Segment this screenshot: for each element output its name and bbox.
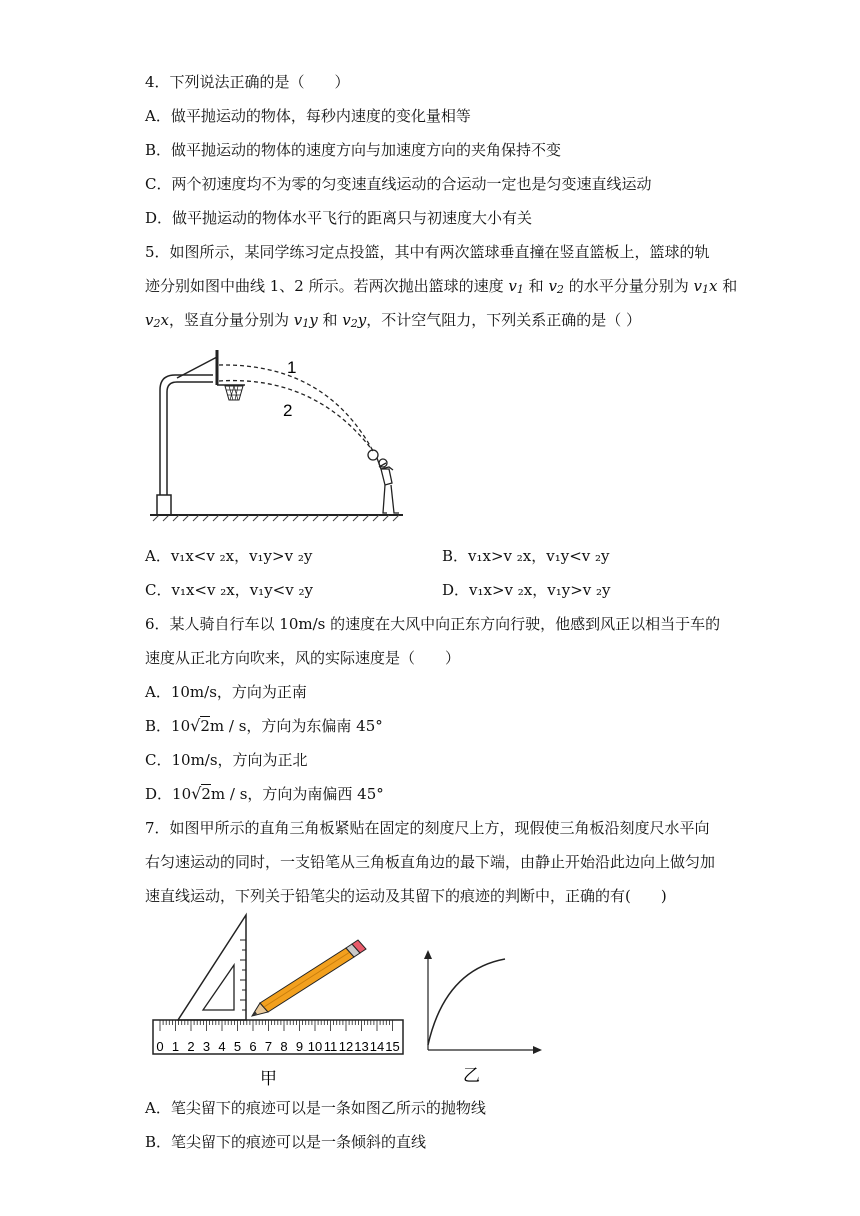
ruler-tick-label: 13 [354, 1039, 369, 1054]
ruler-tick-label: 11 [323, 1039, 338, 1054]
ruler-tick-label: 4 [218, 1039, 226, 1054]
ruler-tick-label: 2 [187, 1039, 195, 1054]
q6-option-d: D．10√2m / s，方向为南偏西 45° [145, 784, 384, 803]
fig-yi-label: 乙 [463, 1066, 480, 1085]
ruler-tick-label: 15 [385, 1039, 400, 1054]
ruler-tick-label: 0 [156, 1039, 164, 1054]
q5-line2: 迹分别如图中曲线 1、2 所示。若两次抛出篮球的速度 v1 和 v2 的水平分量分别为 v1x 和 [145, 277, 738, 296]
q5-option-a: A．v₁x<v ₂x，v₁y>v ₂y [145, 547, 313, 565]
q5-option-b: B．v₁x>v ₂x，v₁y<v ₂y [442, 547, 610, 565]
q4-option-a: A．做平抛运动的物体，每秒内速度的变化量相等 [145, 107, 471, 125]
q4-option-b: B．做平抛运动的物体的速度方向与加速度方向的夹角保持不变 [145, 141, 562, 159]
ruler-tick-label: 7 [264, 1039, 273, 1054]
fig-jia-label: 甲 [260, 1069, 277, 1088]
ruler-tick-label: 14 [369, 1039, 385, 1054]
q7-line1: 7．如图甲所示的直角三角板紧贴在固定的刻度尺上方，现假使三角板沿刻度尺水平向 [145, 819, 710, 837]
q5-line1: 5．如图所示，某同学练习定点投篮，其中有两次篮球垂直撞在竖直篮板上，篮球的轨 [145, 243, 710, 261]
q7-line2: 右匀速运动的同时，一支铅笔从三角板直角边的最下端，由静止开始沿此边向上做匀加 [145, 853, 716, 871]
q5-option-c: C．v₁x<v ₂x，v₁y<v ₂y [145, 581, 313, 599]
ruler-tick-label: 12 [338, 1039, 354, 1054]
ruler-triangle-figure [148, 910, 410, 1090]
q7-option-a: A．笔尖留下的痕迹可以是一条如图乙所示的抛物线 [145, 1099, 486, 1117]
ruler-tick-label: 10 [307, 1039, 323, 1054]
q6-option-a: A．10m/s，方向为正南 [145, 683, 307, 701]
q6-option-b: B．10√2m / s，方向为东偏南 45° [145, 716, 383, 735]
q4-stem: 4．下列说法正确的是（ ） [145, 73, 350, 91]
curve-2-label: 2 [283, 401, 293, 420]
ruler-tick-label: 9 [295, 1039, 304, 1054]
ruler-tick-label: 1 [171, 1039, 180, 1054]
ruler-tick-label: 6 [249, 1039, 257, 1054]
q7-option-b: B．笔尖留下的痕迹可以是一条倾斜的直线 [145, 1133, 427, 1151]
q7-line3: 速直线运动，下列关于铅笔尖的运动及其留下的痕迹的判断中，正确的有( ) [145, 887, 667, 905]
q4-option-c: C．两个初速度均不为零的匀变速直线运动的合运动一定也是匀变速直线运动 [145, 175, 652, 193]
ruler-tick-label: 3 [202, 1039, 211, 1054]
q5-option-d: D．v₁x>v ₂x，v₁y>v ₂y [442, 581, 611, 599]
basketball-figure [145, 345, 410, 525]
q6-line2: 速度从正北方向吹来，风的实际速度是（ ） [145, 649, 461, 667]
q4-option-d: D．做平抛运动的物体水平飞行的距离只与初速度大小有关 [145, 209, 533, 227]
curve-figure [410, 945, 550, 1090]
ruler-tick-label: 8 [280, 1039, 288, 1054]
q5-line3: v2x，竖直分量分别为 v1y 和 v2y，不计空气阻力，下列关系正确的是（ ） [145, 311, 641, 330]
ruler-tick-label: 5 [233, 1039, 242, 1054]
q6-line1: 6．某人骑自行车以 10m/s 的速度在大风中向正东方向行驶，他感到风正以相当于车的 [145, 615, 721, 633]
curve-1-label: 1 [287, 358, 297, 377]
q6-option-c: C．10m/s，方向为正北 [145, 751, 308, 769]
